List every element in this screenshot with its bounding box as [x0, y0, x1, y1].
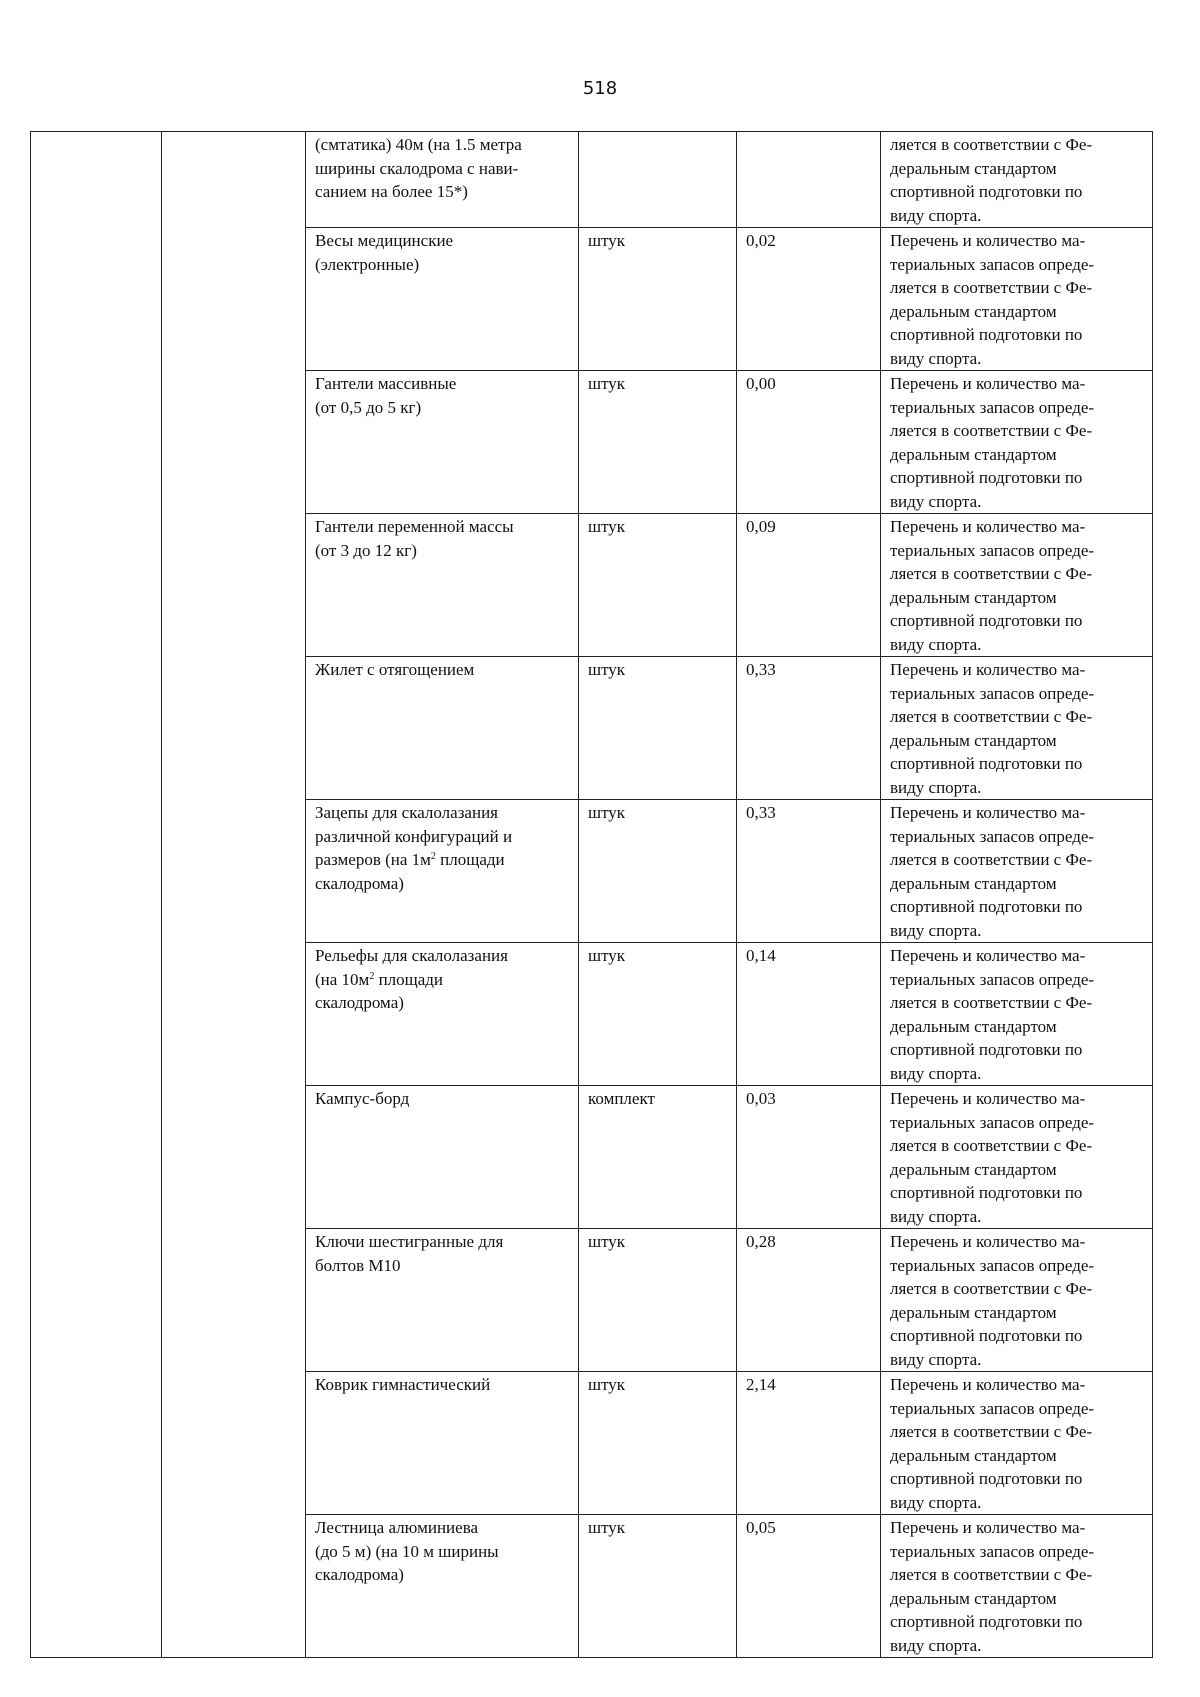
table-row [31, 132, 1153, 228]
item-name-line: (смтатика) 40м (на 1.5 метра [315, 135, 522, 154]
item-name-line: Ключи шестигранные для [315, 1232, 504, 1251]
note-line: териальных запасов опреде- [890, 826, 1095, 846]
note-cell [881, 1086, 1153, 1229]
note-line: деральным стандартом [890, 730, 1057, 750]
unit-cell: штук [579, 1229, 737, 1372]
item-name-line: санием на более 15*) [315, 182, 468, 201]
page-number: 518 [582, 78, 618, 99]
note-line: ляется в соответствии с Фе- [890, 850, 1093, 869]
note-line: териальных запасов опреде- [890, 683, 1095, 703]
note-line: виду спорта. [890, 491, 982, 511]
item-name-line: Гантели массивные [315, 374, 457, 393]
item-name-line: Коврик гимнастический [315, 1375, 491, 1394]
unit-cell: штук [579, 800, 737, 943]
equipment-table [30, 131, 1153, 1658]
note-line: спортивной подготовки по [890, 1183, 1083, 1202]
note-line: териальных запасов опреде- [890, 254, 1095, 274]
item-name-cell [306, 943, 579, 1086]
table-body [31, 132, 1153, 1658]
item-name-line: (до 5 м) (на 10 м ширины [315, 1541, 499, 1561]
note-line: спортивной подготовки по [890, 611, 1083, 630]
note-cell [881, 228, 1153, 371]
quantity-cell: 0,09 [737, 514, 881, 657]
note-line: ляется в соответствии с Фе- [890, 1422, 1093, 1441]
unit-cell: штук [579, 228, 737, 371]
note-line: Перечень и количество ма- [890, 374, 1086, 393]
item-name-line: ширины скалодрома с нави- [315, 158, 519, 178]
note-line: териальных запасов опреде- [890, 1112, 1095, 1132]
note-line: Перечень и количество ма- [890, 1375, 1086, 1394]
note-line: виду спорта. [890, 1063, 982, 1083]
unit-cell: штук [579, 943, 737, 1086]
note-line: ляется в соответствии с Фе- [890, 1279, 1093, 1298]
item-name-line: скалодрома) [315, 1565, 404, 1584]
unit-cell: штук [579, 1515, 737, 1658]
note-line: спортивной подготовки по [890, 1612, 1083, 1631]
quantity-cell [737, 132, 881, 228]
note-cell [881, 1372, 1153, 1515]
item-name-cell [306, 132, 579, 228]
note-cell [881, 371, 1153, 514]
note-line: деральным стандартом [890, 1302, 1057, 1322]
note-line: териальных запасов опреде- [890, 969, 1095, 989]
item-name-cell [306, 1515, 579, 1658]
note-line: виду спорта. [890, 205, 982, 225]
item-name-cell [306, 228, 579, 371]
note-line: деральным стандартом [890, 587, 1057, 607]
quantity-cell: 0,33 [737, 657, 881, 800]
note-line: деральным стандартом [890, 158, 1057, 178]
item-name-line: (на $10м^2$ площади [315, 969, 444, 989]
note-line: ляется в соответствии с Фе- [890, 1565, 1093, 1584]
note-line: Перечень и количество ма- [890, 1232, 1086, 1251]
note-line: виду спорта. [890, 920, 982, 940]
note-line: виду спорта. [890, 1206, 982, 1226]
item-name-line: Зацепы для скалолазания [315, 803, 498, 822]
note-line: виду спорта. [890, 777, 982, 797]
note-line: виду спорта. [890, 634, 982, 654]
note-line: ляется в соответствии с Фе- [890, 421, 1093, 440]
empty-cell-col1 [31, 132, 162, 1658]
item-name-cell [306, 514, 579, 657]
note-line: спортивной подготовки по [890, 1469, 1083, 1488]
item-name-line: скалодрома) [315, 873, 404, 893]
note-line: Перечень и количество ма- [890, 1089, 1086, 1108]
note-line: спортивной подготовки по [890, 754, 1083, 773]
note-line: виду спорта. [890, 1492, 982, 1512]
item-name-cell [306, 371, 579, 514]
unit-cell: штук [579, 657, 737, 800]
note-line: деральным стандартом [890, 301, 1057, 321]
quantity-cell: 0,05 [737, 1515, 881, 1658]
note-line: спортивной подготовки по [890, 468, 1083, 487]
quantity-cell: 0,02 [737, 228, 881, 371]
quantity-cell: 0,28 [737, 1229, 881, 1372]
item-name-line: скалодрома) [315, 993, 404, 1012]
note-line: ляется в соответствии с Фе- [890, 278, 1093, 297]
item-name-line: Весы медицинские [315, 231, 454, 250]
item-name-cell [306, 1229, 579, 1372]
quantity-cell: 0,14 [737, 943, 881, 1086]
note-line: ляется в соответствии с Фе- [890, 135, 1093, 154]
note-cell [881, 132, 1153, 228]
note-line: териальных запасов опреде- [890, 540, 1095, 560]
quantity-cell: 0,03 [737, 1086, 881, 1229]
item-name-cell [306, 1372, 579, 1515]
note-line: виду спорта. [890, 1349, 982, 1369]
note-line: териальных запасов опреде- [890, 397, 1095, 417]
note-cell [881, 1515, 1153, 1658]
item-name-cell [306, 1086, 579, 1229]
unit-cell: штук [579, 514, 737, 657]
item-name-line: Гантели переменной массы [315, 517, 514, 536]
item-name-line: Лестница алюминиева [315, 1518, 479, 1537]
note-line: териальных запасов опреде- [890, 1255, 1095, 1275]
note-line: спортивной подготовки по [890, 1326, 1083, 1345]
note-line: Перечень и количество ма- [890, 231, 1086, 250]
note-line: ляется в соответствии с Фе- [890, 993, 1093, 1012]
item-name-line: различной конфигураций и [315, 826, 513, 846]
unit-cell: штук [579, 1372, 737, 1515]
note-cell [881, 1229, 1153, 1372]
item-name-line: Рельефы для скалолазания [315, 946, 508, 965]
item-name-line: размеров (на $1м^2$ площади [315, 850, 505, 869]
note-line: ляется в соответствии с Фе- [890, 1136, 1093, 1155]
note-line: териальных запасов опреде- [890, 1398, 1095, 1418]
note-cell [881, 657, 1153, 800]
note-line: Перечень и количество ма- [890, 517, 1086, 536]
item-name-cell [306, 800, 579, 943]
note-cell [881, 514, 1153, 657]
note-line: деральным стандартом [890, 444, 1057, 464]
note-line: деральным стандартом [890, 1159, 1057, 1179]
item-name-cell [306, 657, 579, 800]
note-line: Перечень и количество ма- [890, 946, 1086, 965]
note-line: Перечень и количество ма- [890, 1518, 1086, 1537]
note-line: деральным стандартом [890, 1445, 1057, 1465]
item-name-line: (электронные) [315, 254, 420, 274]
note-line: Перечень и количество ма- [890, 803, 1086, 822]
note-line: деральным стандартом [890, 873, 1057, 893]
empty-cell-col2 [162, 132, 306, 1658]
note-line: виду спорта. [890, 348, 982, 368]
note-line: ляется в соответствии с Фе- [890, 707, 1093, 726]
note-line: Перечень и количество ма- [890, 660, 1086, 679]
unit-cell: комплект [579, 1086, 737, 1229]
note-line: териальных запасов опреде- [890, 1541, 1095, 1561]
note-line: виду спорта. [890, 1635, 982, 1655]
note-line: деральным стандартом [890, 1016, 1057, 1036]
note-line: спортивной подготовки по [890, 182, 1083, 201]
note-cell [881, 800, 1153, 943]
quantity-cell: 0,33 [737, 800, 881, 943]
unit-cell [579, 132, 737, 228]
quantity-cell: 2,14 [737, 1372, 881, 1515]
note-line: ляется в соответствии с Фе- [890, 564, 1093, 583]
note-cell [881, 943, 1153, 1086]
item-name-line: Кампус-борд [315, 1089, 410, 1108]
quantity-cell: 0,00 [737, 371, 881, 514]
unit-cell: штук [579, 371, 737, 514]
note-line: спортивной подготовки по [890, 325, 1083, 344]
note-line: спортивной подготовки по [890, 897, 1083, 916]
note-line: спортивной подготовки по [890, 1040, 1083, 1059]
item-name-line: (от 3 до 12 кг) [315, 540, 417, 560]
item-name-line: (от 0,5 до 5 кг) [315, 397, 422, 417]
item-name-line: Жилет с отягощением [315, 660, 475, 679]
item-name-line: болтов М10 [315, 1255, 401, 1275]
note-line: деральным стандартом [890, 1588, 1057, 1608]
